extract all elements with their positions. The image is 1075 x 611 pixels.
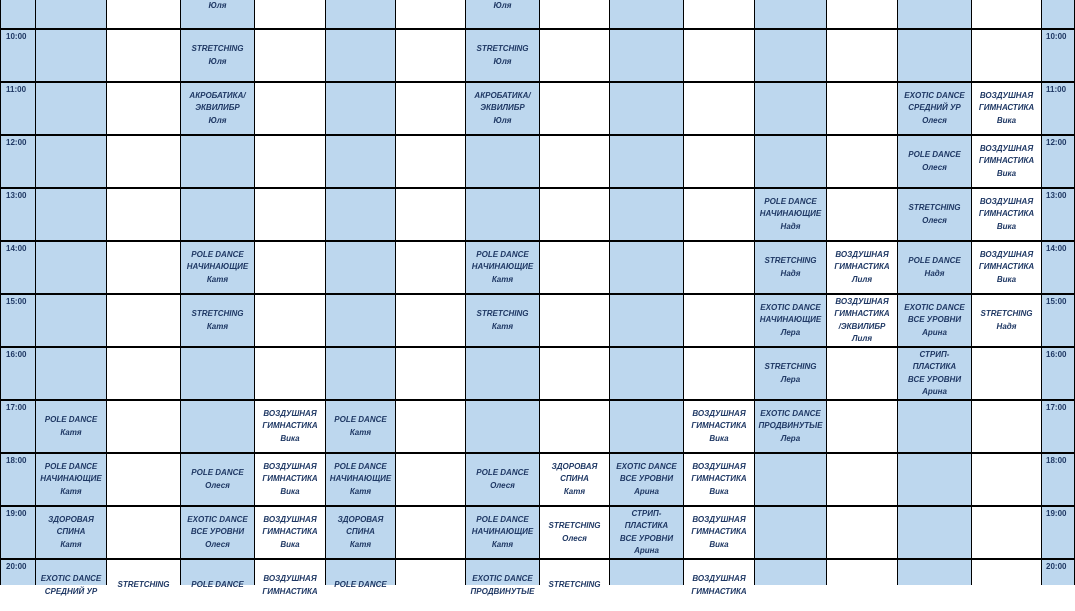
class-entry [466, 295, 539, 346]
class-entry [610, 507, 683, 558]
class-title-line: ГИМНАСТИКА [691, 474, 747, 484]
class-title-line: EXOTIC DANCE [760, 408, 821, 418]
class-entry [181, 507, 254, 558]
instructor-name: Катя [491, 321, 514, 331]
class-title-line: ВОЗДУШНАЯ [692, 461, 746, 471]
class-title-line: STRETCHING [764, 362, 817, 371]
class-entry [827, 242, 897, 293]
class-title-line: СТРИП- [631, 508, 662, 518]
time-label-right: 15:00 [1046, 297, 1067, 306]
instructor-name: Юля [493, 0, 512, 10]
class-entry-text [908, 255, 960, 280]
class-title-line: ВОЗДУШНАЯ [692, 574, 746, 583]
class-title-line: ВОЗДУШНАЯ [263, 461, 317, 471]
class-title-line: ВОЗДУШНАЯ [979, 143, 1034, 153]
class-entry [326, 507, 395, 558]
instructor-name: Катя [60, 486, 82, 496]
class-title-line: СРЕДНИЙ УР [44, 586, 98, 596]
class-title-line: ВСЕ УРОВНИ [907, 374, 962, 384]
class-title-line: STRETCHING [117, 580, 170, 590]
class-entry [181, 560, 254, 611]
class-entry [181, 454, 254, 505]
time-label-right: 17:00 [1046, 403, 1067, 412]
class-entry-text [262, 514, 317, 552]
class-title-line: POLE DANCE [908, 256, 961, 265]
class-entry-text [471, 573, 535, 598]
instructor-name: Арина [634, 486, 659, 496]
column-divider [106, 0, 107, 585]
class-title-line: ГИМНАСТИКА [834, 262, 890, 272]
class-title-line: STRETCHING [191, 309, 244, 318]
class-title-line: НАЧИНАЮЩИЕ [759, 315, 822, 325]
class-entry [898, 295, 971, 346]
class-entry [181, 242, 254, 293]
class-title-line: НАЧИНАЮЩИЕ [40, 474, 102, 484]
instructor-name: Катя [491, 274, 514, 284]
instructor-name: Олеся [562, 533, 587, 543]
class-entry-text [981, 308, 1033, 333]
class-title-line: POLE DANCE [334, 415, 387, 424]
instructor-name: Юля [208, 56, 227, 66]
time-label-right: 13:00 [1046, 191, 1067, 200]
time-label-right: 20:00 [1046, 562, 1067, 571]
class-title-line: STRETCHING [908, 203, 961, 212]
column-divider [395, 0, 396, 585]
class-title-line: ВОЗДУШНАЯ [979, 90, 1034, 100]
class-entry-text [48, 514, 94, 552]
class-title-line: POLE DANCE [191, 580, 244, 590]
class-title-line: ВОЗДУШНАЯ [263, 574, 317, 583]
instructor-name: Катя [60, 539, 82, 549]
class-title-line: ГИМНАСТИКА [262, 527, 318, 537]
class-title-line: ВОЗДУШНАЯ [263, 514, 317, 524]
class-entry [972, 136, 1041, 187]
class-entry [181, 30, 254, 81]
class-title-line: ЭКВИЛИБР [480, 103, 525, 113]
class-entry [36, 560, 106, 611]
class-entry-text [760, 302, 821, 340]
class-entry [755, 242, 826, 293]
class-entry [181, 83, 254, 134]
instructor-name: Надя [780, 221, 801, 231]
time-label-right: 10:00 [1046, 32, 1067, 41]
class-entry [107, 560, 180, 611]
class-entry-text [262, 573, 317, 598]
class-entry [540, 560, 609, 611]
instructor-name: Катя [563, 486, 586, 496]
class-title-line: ЗДОРОВАЯ [551, 461, 598, 471]
class-entry-text [40, 461, 101, 499]
class-entry [36, 401, 106, 452]
instructor-name: Олеся [922, 115, 947, 125]
instructor-name: Юля [493, 56, 512, 66]
class-title-line: ВОЗДУШНАЯ [835, 296, 889, 306]
class-title-line: ВОЗДУШНАЯ [979, 196, 1034, 206]
class-entry-text [979, 143, 1034, 181]
instructor-name: Юля [493, 115, 512, 125]
time-label-left: 10:00 [6, 32, 27, 41]
class-entry-text [476, 0, 528, 12]
class-entry [898, 83, 971, 134]
class-title-line: STRETCHING [548, 580, 601, 590]
class-entry-text [904, 90, 964, 128]
class-entry-text [262, 408, 317, 446]
class-title-line: ГИМНАСТИКА [691, 527, 747, 537]
class-title-line: ЗДОРОВАЯ [48, 514, 94, 524]
class-entry-text [691, 408, 746, 446]
time-label-left: 18:00 [6, 456, 27, 465]
class-title-line: ПЛАСТИКА [912, 362, 957, 371]
class-title-line: ВСЕ УРОВНИ [907, 315, 962, 325]
row-divider [0, 399, 1075, 401]
class-entry-text [834, 249, 889, 287]
class-title-line: НАЧИНАЮЩИЕ [329, 474, 392, 484]
class-entry-text [620, 508, 673, 558]
class-entry-text [192, 308, 244, 333]
class-title-line: ГИМНАСТИКА [978, 156, 1035, 166]
class-entry [898, 136, 971, 187]
class-title-line: ПЛАСТИКА [624, 521, 669, 530]
class-entry [36, 454, 106, 505]
class-title-line: ГИМНАСТИКА [978, 103, 1035, 113]
class-entry-text [187, 514, 247, 552]
class-title-line: ГИМНАСТИКА [691, 586, 747, 596]
class-entry [466, 507, 539, 558]
class-entry [326, 560, 395, 611]
instructor-name: Надя [924, 268, 945, 278]
instructor-name: Катя [206, 321, 229, 331]
class-title-line: POLE DANCE [476, 514, 529, 524]
class-entry-text [616, 461, 676, 499]
class-entry-text [334, 414, 386, 439]
class-title-line: EXOTIC DANCE [616, 461, 677, 471]
time-label-right: 11:00 [1046, 85, 1067, 94]
class-entry [684, 560, 754, 611]
class-entry-text [192, 43, 244, 68]
class-entry [466, 83, 539, 134]
class-title-line: POLE DANCE [191, 249, 244, 259]
time-label-right: 14:00 [1046, 244, 1067, 253]
class-title-line: POLE DANCE [191, 468, 244, 477]
class-title-line: STRETCHING [476, 309, 529, 318]
instructor-name: Лера [780, 327, 801, 337]
instructor-name: Олеся [922, 162, 947, 172]
class-title-line: POLE DANCE [764, 196, 817, 206]
class-title-line: ГИМНАСТИКА [262, 421, 318, 431]
class-entry [181, 0, 254, 28]
instructor-name: Катя [349, 539, 372, 549]
class-title-line: ВОЗДУШНАЯ [692, 514, 746, 524]
class-entry [466, 454, 539, 505]
instructor-name: Юля [208, 0, 227, 10]
class-entry-text [909, 202, 961, 227]
instructor-name: Лера [780, 374, 801, 384]
class-title-line: STRETCHING [476, 44, 529, 53]
time-label-right: 18:00 [1046, 456, 1067, 465]
class-entry [610, 454, 683, 505]
time-label-left: 11:00 [6, 85, 27, 94]
class-entry-text [834, 296, 889, 346]
class-title-line: СТРИП- [919, 349, 950, 359]
class-entry [684, 507, 754, 558]
class-title-line: POLE DANCE [44, 461, 98, 471]
class-title-line: ГИМНАСТИКА [834, 309, 890, 318]
class-entry [540, 454, 609, 505]
class-title-line: СПИНА [560, 474, 589, 484]
class-entry [972, 83, 1041, 134]
class-title-line: ВОЗДУШНАЯ [835, 249, 889, 259]
instructor-name: Арина [922, 327, 947, 337]
class-entry-text [262, 461, 317, 499]
column-divider [0, 0, 1, 585]
class-title-line: ГИМНАСТИКА [978, 209, 1035, 219]
class-entry [972, 242, 1041, 293]
class-entry-text [908, 149, 960, 174]
class-entry [755, 295, 826, 346]
time-label-left: 14:00 [6, 244, 27, 253]
class-entry [540, 507, 609, 558]
class-entry-text [979, 249, 1034, 287]
class-entry [326, 454, 395, 505]
class-title-line: STRETCHING [764, 256, 817, 265]
class-title-line: ПРОДВИНУТЫЕ [758, 421, 823, 431]
class-title-line: EXOTIC DANCE [187, 514, 248, 524]
class-entry [255, 454, 325, 505]
class-title-line: СРЕДНИЙ УР [908, 103, 961, 113]
time-label-left: 17:00 [6, 403, 27, 412]
class-entry-text [45, 414, 97, 439]
class-title-line: ГИМНАСТИКА [978, 262, 1035, 272]
class-entry [898, 348, 971, 399]
class-title-line: ВОЗДУШНАЯ [979, 249, 1034, 259]
class-entry-text [765, 361, 817, 386]
column-divider [1041, 0, 1042, 585]
instructor-name: Катя [349, 427, 372, 437]
instructor-name: Вика [280, 486, 300, 496]
class-title-line: СПИНА [56, 527, 86, 537]
instructor-name: Вика [996, 168, 1017, 178]
instructor-name: Вика [280, 539, 300, 549]
class-title-line: EXOTIC DANCE [40, 574, 102, 583]
class-entry-text [908, 349, 961, 399]
class-entry [255, 507, 325, 558]
class-entry-text [191, 579, 243, 592]
instructor-name: Олеся [205, 539, 230, 549]
instructor-name: Олеся [205, 480, 230, 490]
class-entry [827, 295, 897, 346]
class-entry-text [760, 196, 821, 234]
class-title-line: EXOTIC DANCE [904, 302, 965, 312]
time-label-left: 20:00 [6, 562, 27, 571]
class-entry-text [904, 302, 964, 340]
class-title-line: POLE DANCE [476, 249, 529, 259]
class-entry [684, 401, 754, 452]
class-entry-text [759, 408, 823, 446]
instructor-name: Вика [709, 486, 729, 496]
class-entry-text [979, 196, 1034, 234]
class-entry [181, 295, 254, 346]
class-entry-text [472, 514, 533, 552]
class-entry [466, 560, 539, 611]
time-label-left: 19:00 [6, 509, 27, 518]
class-entry [466, 0, 539, 28]
instructor-name: Катя [491, 539, 514, 549]
instructor-name: Лера [780, 433, 801, 443]
class-entry-text [477, 43, 529, 68]
time-label-left: 13:00 [6, 191, 27, 200]
class-title-line: POLE DANCE [334, 580, 387, 590]
class-entry-text [330, 461, 391, 499]
class-entry [255, 560, 325, 611]
class-title-line: EXOTIC DANCE [904, 90, 965, 100]
class-entry-text [549, 520, 601, 545]
class-entry-text [474, 90, 530, 128]
instructor-name: Олеся [490, 480, 515, 490]
class-entry [466, 30, 539, 81]
class-title-line: POLE DANCE [44, 415, 98, 424]
instructor-name: Катя [60, 427, 82, 437]
class-title-line: ВСЕ УРОВНИ [619, 533, 674, 543]
class-entry [36, 507, 106, 558]
class-entry [755, 401, 826, 452]
class-entry-text [691, 461, 746, 499]
instructor-name: Надя [996, 321, 1017, 331]
class-entry-text [552, 461, 598, 499]
class-title-line: НАЧИНАЮЩИЕ [471, 527, 534, 537]
class-entry [255, 401, 325, 452]
class-title-line: НАЧИНАЮЩИЕ [471, 262, 534, 272]
class-entry-text [41, 573, 101, 598]
class-title-line: ЗДОРОВАЯ [337, 514, 384, 524]
class-entry [466, 242, 539, 293]
instructor-name: Вика [709, 539, 729, 549]
class-title-line: ГИМНАСТИКА [262, 474, 318, 484]
class-entry [755, 348, 826, 399]
class-title-line: STRETCHING [191, 44, 244, 53]
instructor-name: Вика [709, 433, 729, 443]
class-title-line: СПИНА [346, 527, 375, 537]
class-entry-text [765, 255, 817, 280]
class-entry-text [691, 514, 746, 552]
instructor-name: Арина [634, 546, 659, 555]
class-entry-text [476, 467, 528, 492]
time-label-left: 12:00 [6, 138, 27, 147]
instructor-name: Вика [280, 433, 300, 443]
class-entry [755, 189, 826, 240]
class-title-line: POLE DANCE [476, 468, 529, 477]
class-entry-text [118, 579, 170, 592]
class-entry-text [979, 90, 1034, 128]
class-entry-text [191, 467, 243, 492]
instructor-name: Вика [996, 115, 1017, 125]
class-title-line: ПРОДВИНУТЫЕ [470, 586, 535, 596]
class-entry-text [189, 90, 245, 128]
class-entry [898, 189, 971, 240]
instructor-name: Вика [996, 221, 1017, 231]
class-entry [972, 189, 1041, 240]
class-entry [972, 295, 1041, 346]
instructor-name: Надя [780, 268, 801, 278]
time-label-left: 15:00 [6, 297, 27, 306]
class-entry-text [191, 0, 243, 12]
time-label-right: 12:00 [1046, 138, 1067, 147]
instructor-name: Катя [349, 486, 372, 496]
class-entry-text [334, 579, 386, 592]
time-label-left: 16:00 [6, 350, 27, 359]
time-label-right: 19:00 [1046, 509, 1067, 518]
instructor-name: Юля [208, 115, 227, 125]
class-entry [684, 454, 754, 505]
class-title-line: НАЧИНАЮЩИЕ [759, 209, 822, 219]
class-title-line: АКРОБАТИКА/ [189, 90, 246, 100]
class-entry-text [472, 249, 533, 287]
instructor-name: Лиля [851, 334, 873, 343]
class-title-line: POLE DANCE [334, 461, 387, 471]
class-title-line: STRETCHING [980, 309, 1033, 318]
class-title-line: НАЧИНАЮЩИЕ [186, 262, 249, 272]
class-title-line: /ЭКВИЛИБР [838, 321, 886, 331]
class-entry [898, 242, 971, 293]
class-title-line: ГИМНАСТИКА [262, 586, 318, 596]
class-entry-text [691, 573, 746, 598]
class-title-line: ВСЕ УРОВНИ [190, 527, 245, 537]
time-label-right: 16:00 [1046, 350, 1067, 359]
class-title-line: EXOTIC DANCE [760, 302, 821, 312]
class-title-line: ГИМНАСТИКА [691, 421, 747, 431]
instructor-name: Олеся [922, 215, 947, 225]
class-entry [326, 401, 395, 452]
class-entry-text [477, 308, 529, 333]
class-title-line: ВСЕ УРОВНИ [619, 474, 674, 484]
class-entry-text [549, 579, 601, 592]
class-title-line: АКРОБАТИКА/ [474, 90, 531, 100]
class-entry-text [187, 249, 248, 287]
class-title-line: ВОЗДУШНАЯ [692, 408, 746, 418]
class-title-line: POLE DANCE [908, 150, 961, 159]
class-title-line: ЭКВИЛИБР [195, 103, 240, 113]
instructor-name: Катя [206, 274, 229, 284]
instructor-name: Арина [922, 387, 947, 396]
class-entry-text [338, 514, 384, 552]
class-title-line: STRETCHING [548, 521, 601, 530]
class-title-line: ВОЗДУШНАЯ [263, 408, 317, 418]
instructor-name: Лиля [851, 274, 873, 284]
instructor-name: Вика [996, 274, 1017, 284]
class-title-line: EXOTIC DANCE [472, 574, 533, 583]
